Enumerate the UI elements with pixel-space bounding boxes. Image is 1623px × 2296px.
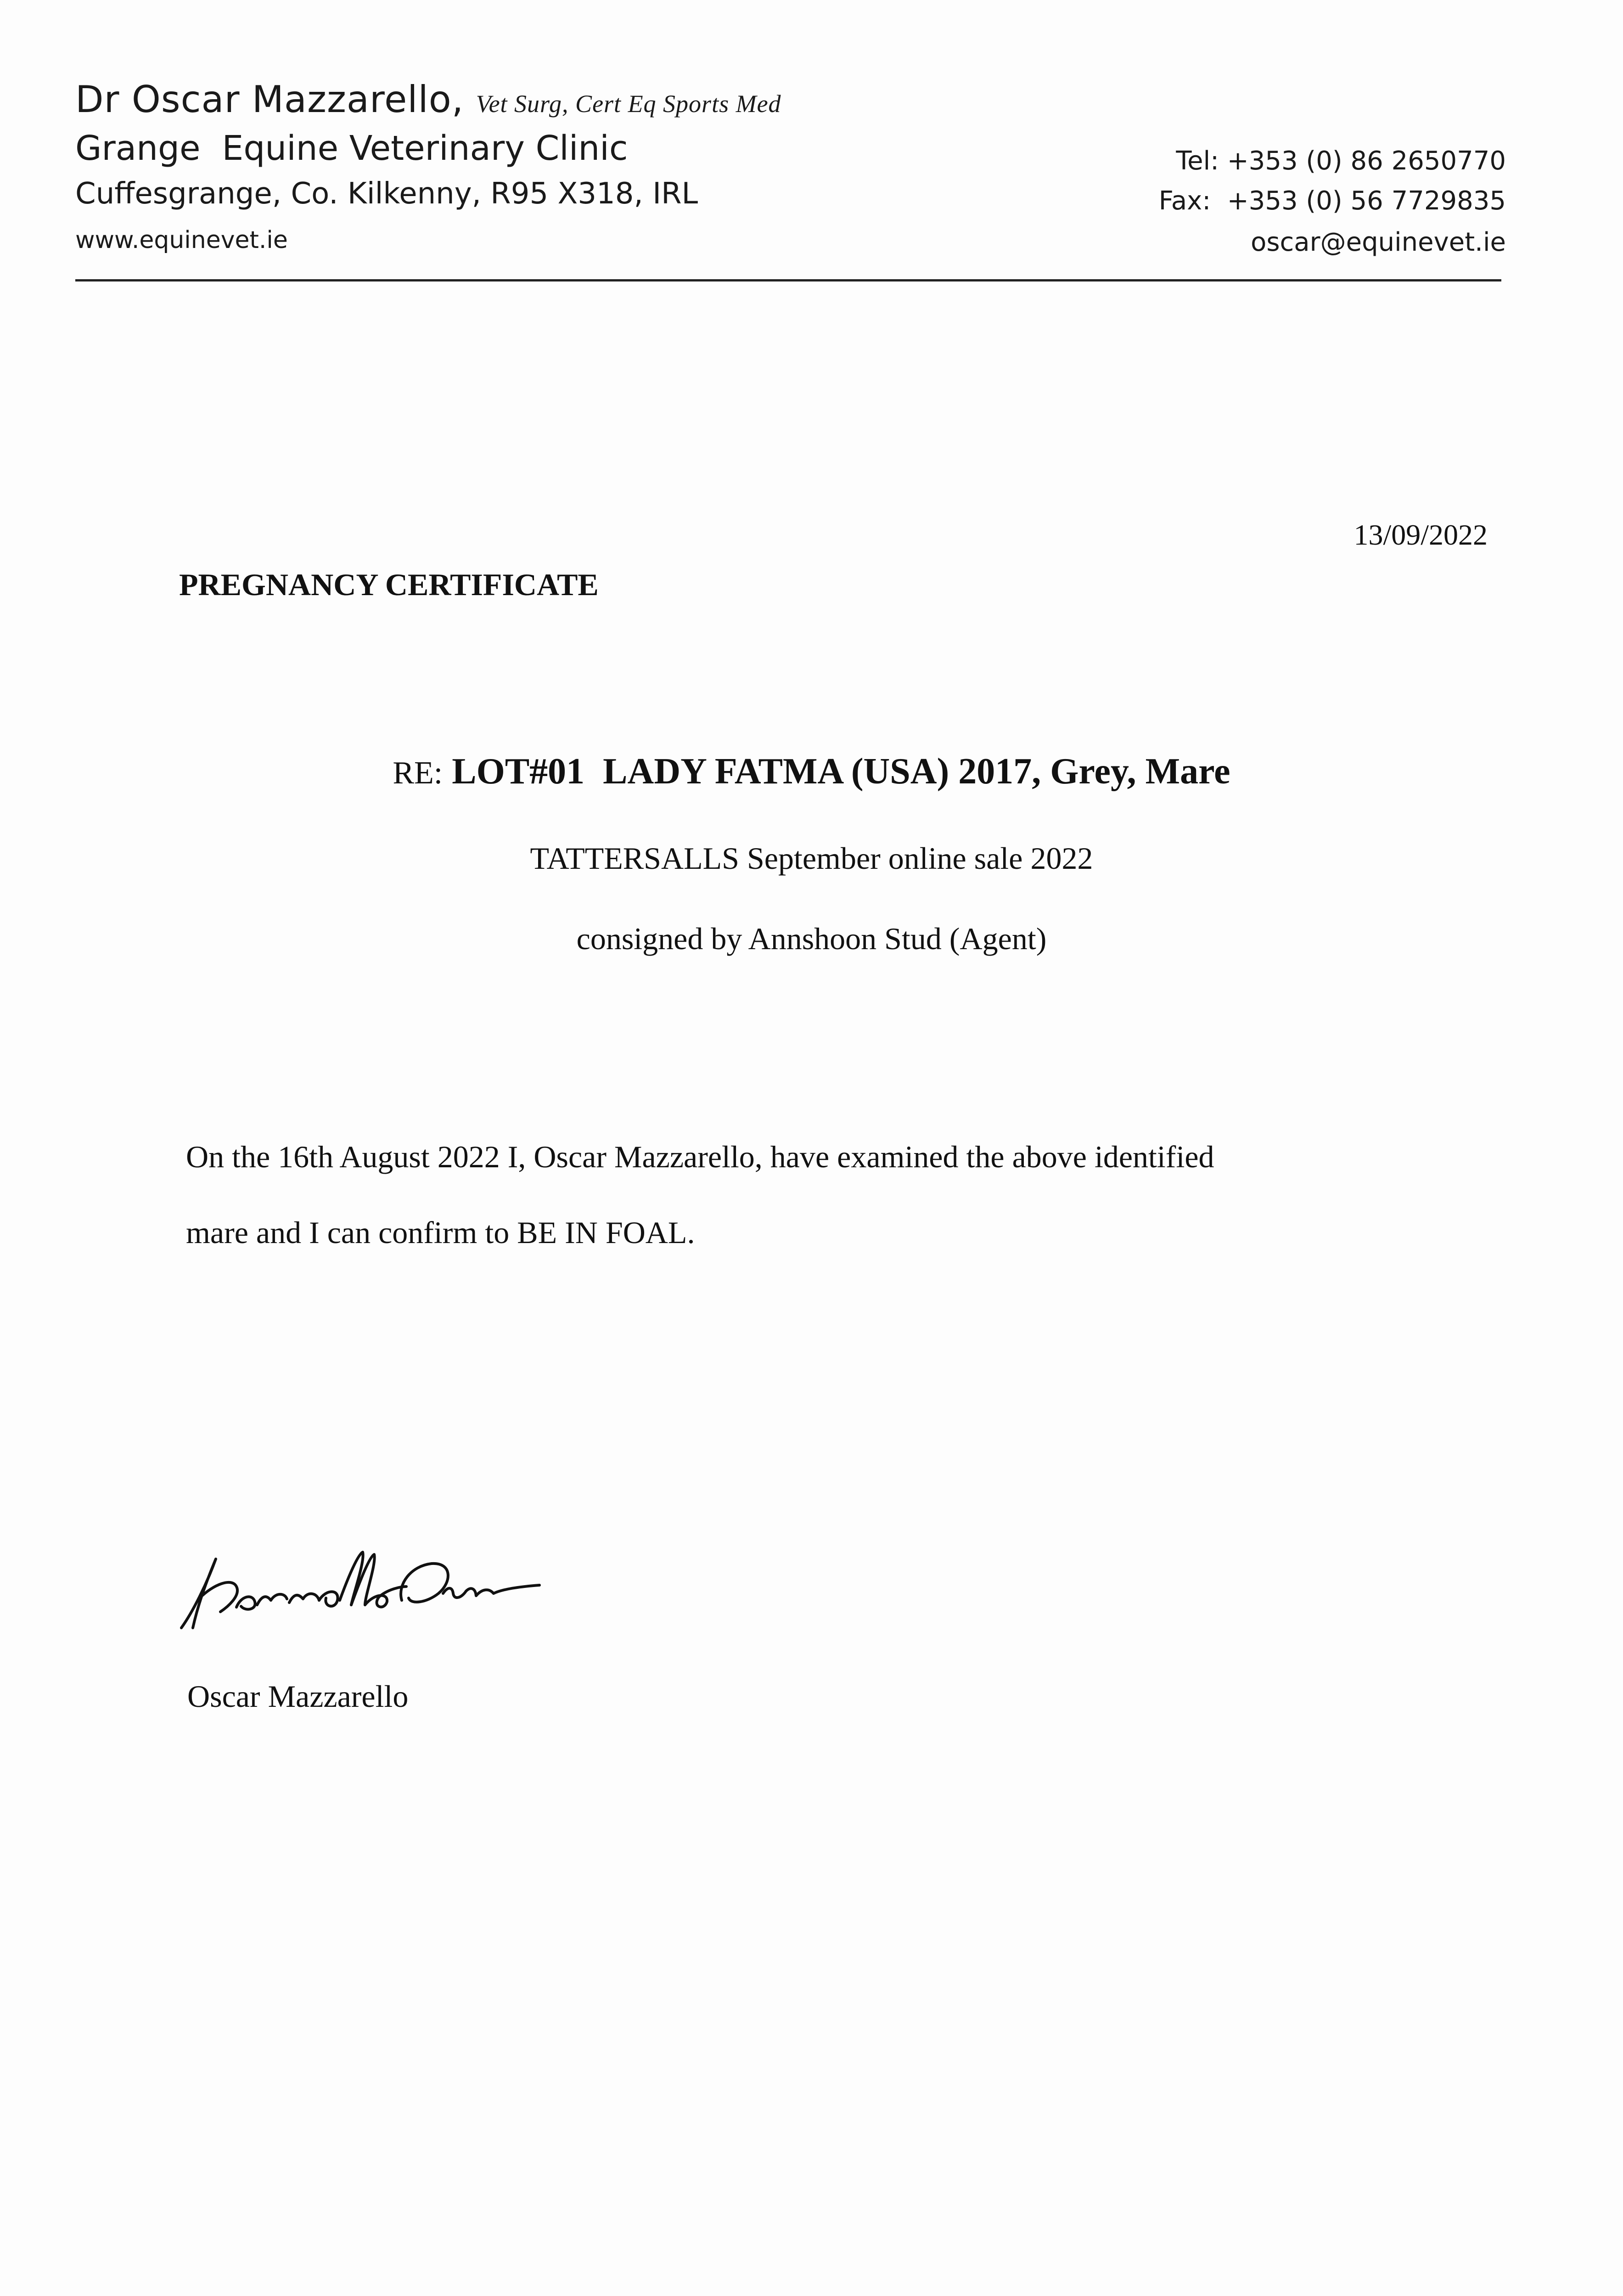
header-divider <box>75 279 1501 281</box>
clinic-name: Grange Equine Veterinary Clinic <box>75 129 628 168</box>
vet-name <box>75 78 781 121</box>
re-prefix: RE: <box>393 755 443 791</box>
vet-name-text: Dr Oscar Mazzarello, <box>75 78 464 121</box>
body-text-line-1: On the 16th August 2022 I, Oscar Mazzarello, have examined the above identified <box>186 1139 1214 1174</box>
signature-icon <box>172 1543 558 1639</box>
fax: Fax: +353 (0) 56 7729835 <box>1158 186 1506 216</box>
email: oscar@equinevet.ie <box>1251 227 1506 257</box>
re-subject: LOT#01 LADY FATMA (USA) 2017, Grey, Mare <box>452 751 1230 792</box>
clinic-address: Cuffesgrange, Co. Kilkenny, R95 X318, IRL <box>75 177 698 211</box>
document-date: 13/09/2022 <box>1353 518 1488 551</box>
document-title: PREGNANCY CERTIFICATE <box>179 567 599 602</box>
vet-qualifications: Vet Surg, Cert Eq Sports Med <box>476 90 781 118</box>
body-text-line-2: mare and I can confirm to BE IN FOAL. <box>186 1215 695 1250</box>
re-line <box>0 751 1623 793</box>
telephone: Tel: +353 (0) 86 2650770 <box>1176 146 1506 176</box>
sale-line: TATTERSALLS September online sale 2022 <box>530 841 1093 876</box>
clinic-website: www.equinevet.ie <box>75 226 288 254</box>
consignor-line: consigned by Annshoon Stud (Agent) <box>576 921 1047 956</box>
signatory-name: Oscar Mazzarello <box>187 1679 409 1714</box>
